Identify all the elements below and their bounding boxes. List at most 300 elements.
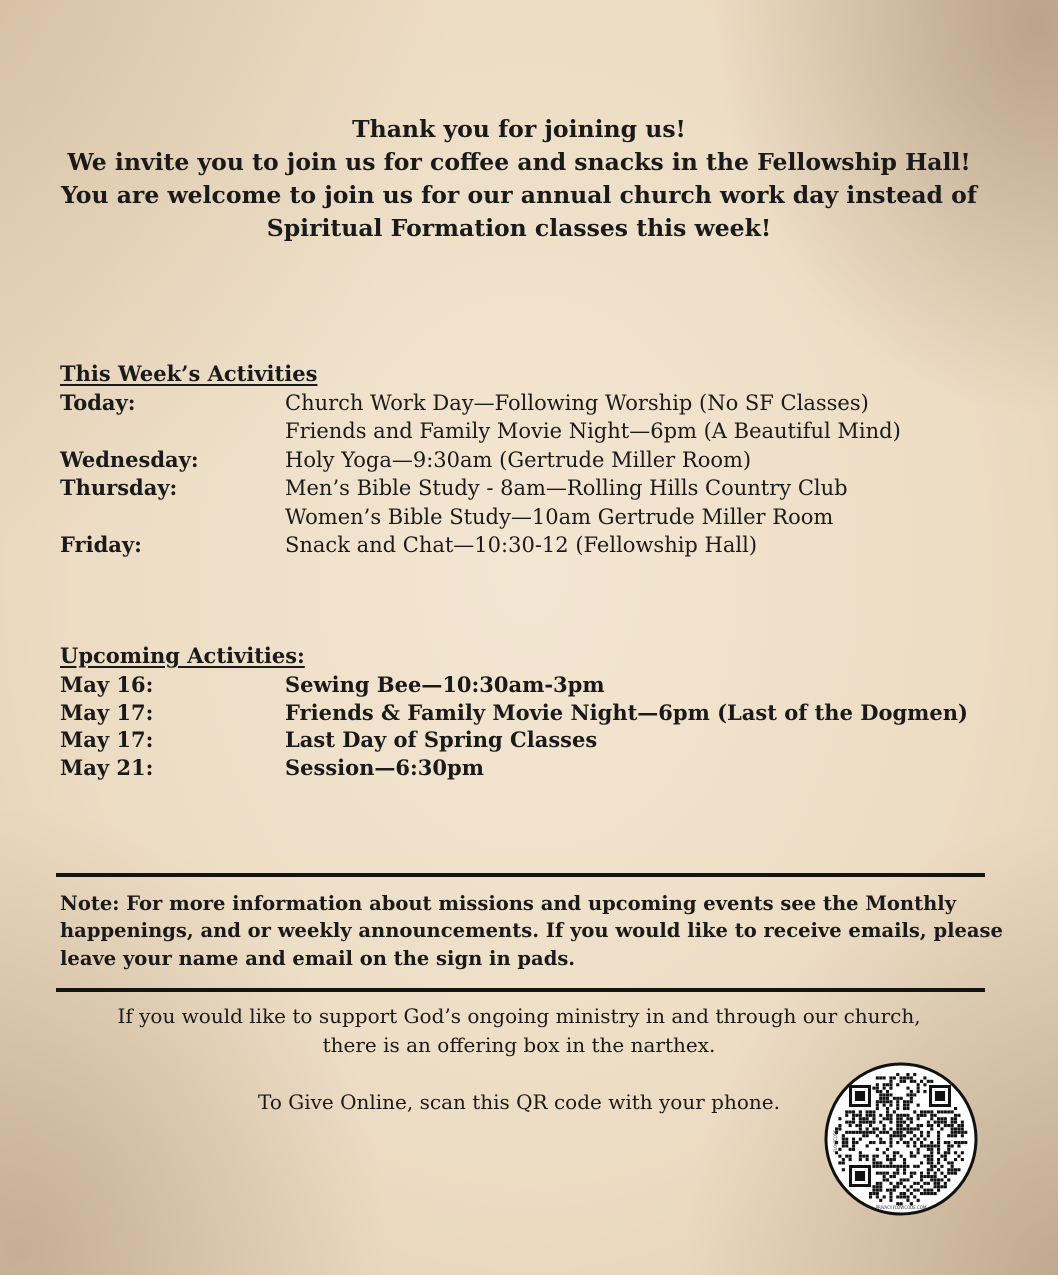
qr-module — [862, 1117, 865, 1120]
qr-module — [869, 1195, 872, 1198]
qr-module — [889, 1127, 892, 1130]
qr-module — [896, 1185, 899, 1188]
qr-module — [872, 1087, 875, 1090]
support-message — [60, 1002, 978, 1060]
qr-module — [859, 1155, 862, 1158]
qr-module — [852, 1138, 855, 1141]
qr-module — [886, 1110, 889, 1113]
qr-module — [872, 1121, 875, 1124]
qr-module — [957, 1144, 960, 1147]
qr-module — [954, 1134, 957, 1137]
upcoming-row — [60, 699, 968, 727]
upcoming-description: Last Day of Spring Classes — [285, 727, 598, 753]
qr-module — [893, 1097, 896, 1100]
qr-module — [927, 1158, 930, 1161]
qr-module — [927, 1161, 930, 1164]
qr-module — [896, 1073, 899, 1076]
qr-module — [886, 1178, 889, 1181]
qr-module — [913, 1127, 916, 1130]
qr-module — [954, 1107, 957, 1110]
qr-module — [876, 1090, 879, 1093]
qr-module — [961, 1121, 964, 1124]
qr-module — [927, 1168, 930, 1171]
qr-module — [883, 1178, 886, 1181]
qr-module — [940, 1117, 943, 1120]
qr-module — [862, 1131, 865, 1134]
qr-module — [917, 1104, 920, 1107]
qr-module — [866, 1110, 869, 1113]
qr-module — [923, 1076, 926, 1079]
qr-module — [930, 1168, 933, 1171]
activity-description: Women’s Bible Study—10am Gertrude Miller Room — [285, 504, 834, 529]
qr-module — [893, 1189, 896, 1192]
qr-module — [913, 1155, 916, 1158]
qr-module — [900, 1178, 903, 1181]
qr-module — [913, 1141, 916, 1144]
qr-module — [930, 1127, 933, 1130]
qr-module — [876, 1185, 879, 1188]
qr-module — [944, 1185, 947, 1188]
qr-module — [883, 1076, 886, 1079]
qr-module — [883, 1175, 886, 1178]
qr-module — [900, 1138, 903, 1141]
qr-finder-top-right — [929, 1085, 951, 1107]
qr-module — [937, 1134, 940, 1137]
qr-module — [910, 1090, 913, 1093]
upcoming-date: May 16: — [60, 672, 154, 697]
qr-module — [876, 1107, 879, 1110]
qr-module — [961, 1124, 964, 1127]
qr-module — [913, 1073, 916, 1076]
qr-module — [896, 1117, 899, 1120]
qr-module — [876, 1134, 879, 1137]
qr-module — [947, 1172, 950, 1175]
qr-module — [951, 1127, 954, 1130]
qr-module — [896, 1107, 899, 1110]
qr-module — [866, 1144, 869, 1147]
qr-module — [920, 1110, 923, 1113]
upcoming-row — [60, 726, 960, 754]
qr-module — [906, 1073, 909, 1076]
qr-module — [937, 1189, 940, 1192]
qr-module — [906, 1127, 909, 1130]
activity-row — [60, 417, 960, 445]
qr-module — [947, 1148, 950, 1151]
qr-module — [859, 1110, 862, 1113]
qr-module — [889, 1175, 892, 1178]
upcoming-description: Session—6:30pm — [285, 754, 484, 780]
qr-module — [883, 1172, 886, 1175]
qr-module — [947, 1141, 950, 1144]
qr-module — [879, 1121, 882, 1124]
qr-module — [889, 1141, 892, 1144]
note-line-2: happenings, and or weekly announcements. If you would like to receive emails, please — [60, 919, 1003, 943]
qr-module — [879, 1189, 882, 1192]
qr-module — [944, 1155, 947, 1158]
qr-module — [889, 1121, 892, 1124]
support-line-1: If you would like to support God’s ongoing ministry in and through our church, — [117, 1004, 921, 1028]
qr-module — [923, 1114, 926, 1117]
qr-module — [876, 1192, 879, 1195]
qr-module — [886, 1155, 889, 1158]
qr-module — [951, 1134, 954, 1137]
qr-module — [879, 1090, 882, 1093]
divider-top — [56, 873, 985, 877]
qr-module — [937, 1148, 940, 1151]
qr-module — [910, 1076, 913, 1079]
qr-module — [896, 1097, 899, 1100]
give-online-text: To Give Online, scan this QR code with your phone. — [258, 1090, 780, 1114]
qr-module — [859, 1127, 862, 1130]
qr-module — [876, 1127, 879, 1130]
qr-module — [957, 1124, 960, 1127]
activity-row — [60, 474, 960, 502]
qr-module — [940, 1127, 943, 1130]
qr-module — [937, 1168, 940, 1171]
qr-module — [893, 1076, 896, 1079]
welcome-line-3: You are welcome to join us for our annual church work day instead of — [61, 181, 977, 209]
qr-module — [947, 1134, 950, 1137]
qr-module — [906, 1117, 909, 1120]
qr-module — [937, 1131, 940, 1134]
qr-module — [930, 1151, 933, 1154]
qr-module — [903, 1121, 906, 1124]
qr-module — [944, 1110, 947, 1113]
qr-module — [923, 1192, 926, 1195]
qr-module — [866, 1131, 869, 1134]
qr-module — [889, 1100, 892, 1103]
qr-module — [940, 1185, 943, 1188]
qr-module — [886, 1131, 889, 1134]
qr-module — [934, 1165, 937, 1168]
qr-module — [893, 1165, 896, 1168]
qr-module — [900, 1155, 903, 1158]
qr-module — [947, 1168, 950, 1171]
qr-module — [852, 1141, 855, 1144]
qr-module — [886, 1097, 889, 1100]
qr-module — [842, 1138, 845, 1141]
qr-module — [869, 1141, 872, 1144]
qr-module — [923, 1144, 926, 1147]
qr-module — [900, 1117, 903, 1120]
qr-module — [852, 1117, 855, 1120]
qr-module — [906, 1178, 909, 1181]
qr-module — [876, 1100, 879, 1103]
qr-module — [883, 1141, 886, 1144]
activity-day: Today: — [60, 390, 136, 415]
qr-module — [937, 1185, 940, 1188]
qr-module — [862, 1155, 865, 1158]
qr-module — [896, 1124, 899, 1127]
qr-module — [944, 1151, 947, 1154]
qr-module — [872, 1165, 875, 1168]
qr-module — [845, 1131, 848, 1134]
qr-module — [872, 1161, 875, 1164]
qr-module — [900, 1114, 903, 1117]
qr-code-icon[interactable] — [823, 1061, 979, 1217]
qr-module — [859, 1124, 862, 1127]
qr-module — [903, 1127, 906, 1130]
qr-module — [930, 1148, 933, 1151]
qr-module — [855, 1141, 858, 1144]
qr-module — [927, 1155, 930, 1158]
qr-module — [937, 1138, 940, 1141]
qr-module — [910, 1192, 913, 1195]
qr-module — [893, 1134, 896, 1137]
qr-module — [842, 1134, 845, 1137]
qr-module — [903, 1107, 906, 1110]
qr-module — [866, 1127, 869, 1130]
qr-module — [927, 1144, 930, 1147]
qr-module — [903, 1158, 906, 1161]
qr-module — [961, 1127, 964, 1130]
qr-module — [889, 1093, 892, 1096]
qr-module — [872, 1127, 875, 1130]
qr-module — [920, 1175, 923, 1178]
qr-module — [859, 1138, 862, 1141]
qr-module — [893, 1172, 896, 1175]
qr-module — [937, 1117, 940, 1120]
qr-module — [872, 1189, 875, 1192]
qr-module — [866, 1117, 869, 1120]
qr-module — [906, 1165, 909, 1168]
qr-module — [876, 1155, 879, 1158]
qr-module — [910, 1175, 913, 1178]
qr-module — [903, 1192, 906, 1195]
qr-module — [872, 1110, 875, 1113]
qr-module — [852, 1110, 855, 1113]
qr-module — [889, 1114, 892, 1117]
qr-module — [920, 1161, 923, 1164]
qr-module — [886, 1114, 889, 1117]
qr-module — [961, 1158, 964, 1161]
qr-module — [903, 1161, 906, 1164]
qr-module — [906, 1093, 909, 1096]
qr-module — [944, 1121, 947, 1124]
qr-module — [900, 1195, 903, 1198]
qr-module — [917, 1182, 920, 1185]
qr-module — [934, 1182, 937, 1185]
qr-module — [917, 1114, 920, 1117]
qr-module — [889, 1087, 892, 1090]
qr-module — [900, 1131, 903, 1134]
qr-module — [961, 1131, 964, 1134]
activity-description: Snack and Chat—10:30-12 (Fellowship Hall) — [285, 532, 758, 557]
qr-module — [917, 1138, 920, 1141]
qr-module — [879, 1182, 882, 1185]
qr-module — [876, 1087, 879, 1090]
qr-module — [937, 1151, 940, 1154]
qr-module — [900, 1097, 903, 1100]
qr-module — [872, 1117, 875, 1120]
qr-module — [842, 1161, 845, 1164]
qr-module — [951, 1110, 954, 1113]
qr-module — [883, 1104, 886, 1107]
qr-module — [842, 1158, 845, 1161]
note-line-1: Note: For more information about missions and upcoming events see the Monthly — [60, 892, 957, 915]
qr-module — [872, 1141, 875, 1144]
qr-module — [920, 1124, 923, 1127]
qr-module — [879, 1093, 882, 1096]
qr-module — [838, 1161, 841, 1164]
qr-module — [893, 1175, 896, 1178]
qr-module — [920, 1131, 923, 1134]
qr-module — [910, 1127, 913, 1130]
qr-module — [917, 1165, 920, 1168]
qr-module — [869, 1131, 872, 1134]
qr-module — [913, 1144, 916, 1147]
qr-module — [961, 1141, 964, 1144]
qr-module — [947, 1151, 950, 1154]
qr-module — [906, 1141, 909, 1144]
qr-module — [852, 1114, 855, 1117]
qr-module — [927, 1131, 930, 1134]
qr-module — [940, 1165, 943, 1168]
qr-module — [889, 1182, 892, 1185]
qr-module — [845, 1138, 848, 1141]
qr-module — [906, 1124, 909, 1127]
qr-module — [896, 1182, 899, 1185]
qr-module — [913, 1195, 916, 1198]
qr-module — [920, 1185, 923, 1188]
qr-module — [944, 1141, 947, 1144]
qr-module — [876, 1161, 879, 1164]
qr-module — [940, 1110, 943, 1113]
activity-row — [60, 503, 960, 531]
qr-module — [951, 1124, 954, 1127]
qr-module — [876, 1148, 879, 1151]
qr-module — [917, 1199, 920, 1202]
qr-module — [845, 1141, 848, 1144]
qr-module — [927, 1182, 930, 1185]
qr-module — [927, 1172, 930, 1175]
qr-module — [954, 1141, 957, 1144]
qr-module — [845, 1114, 848, 1117]
qr-module — [923, 1090, 926, 1093]
qr-module — [930, 1178, 933, 1181]
qr-module — [944, 1158, 947, 1161]
qr-module — [876, 1189, 879, 1192]
qr-module — [951, 1168, 954, 1171]
qr-module — [883, 1083, 886, 1086]
qr-module — [927, 1110, 930, 1113]
qr-module — [910, 1121, 913, 1124]
qr-module — [879, 1114, 882, 1117]
qr-module — [951, 1117, 954, 1120]
qr-module — [866, 1158, 869, 1161]
qr-module — [954, 1117, 957, 1120]
qr-module — [896, 1127, 899, 1130]
qr-module — [842, 1141, 845, 1144]
activity-row — [60, 389, 960, 417]
qr-module — [910, 1080, 913, 1083]
qr-module — [893, 1155, 896, 1158]
qr-module — [930, 1124, 933, 1127]
qr-module — [900, 1124, 903, 1127]
qr-module — [930, 1175, 933, 1178]
qr-module — [954, 1131, 957, 1134]
qr-module — [896, 1195, 899, 1198]
qr-module — [845, 1121, 848, 1124]
qr-module — [957, 1155, 960, 1158]
qr-module — [920, 1134, 923, 1137]
qr-module — [927, 1192, 930, 1195]
activity-description: Friends and Family Movie Night—6pm (A Beautiful Mind) — [285, 419, 901, 444]
qr-module — [910, 1138, 913, 1141]
qr-module — [883, 1117, 886, 1120]
qr-module — [923, 1110, 926, 1113]
activity-day: Thursday: — [60, 475, 178, 501]
qr-module — [845, 1144, 848, 1147]
qr-module — [947, 1161, 950, 1164]
qr-module — [913, 1172, 916, 1175]
welcome-line-4: Spiritual Formation classes this week! — [266, 214, 772, 242]
qr-module — [923, 1182, 926, 1185]
welcome-line-2: We invite you to join us for coffee and snacks in the Fellowship Hall! — [67, 148, 971, 176]
qr-module — [879, 1076, 882, 1079]
qr-module — [934, 1121, 937, 1124]
qr-module — [930, 1117, 933, 1120]
qr-module — [893, 1110, 896, 1113]
activity-row — [60, 531, 960, 559]
qr-module — [913, 1182, 916, 1185]
qr-module — [913, 1165, 916, 1168]
qr-module — [951, 1144, 954, 1147]
qr-module — [896, 1121, 899, 1124]
qr-module — [896, 1141, 899, 1144]
qr-module — [937, 1144, 940, 1147]
qr-module — [903, 1080, 906, 1083]
qr-module — [849, 1131, 852, 1134]
qr-module — [859, 1117, 862, 1120]
qr-module — [917, 1083, 920, 1086]
qr-module — [886, 1158, 889, 1161]
qr-module — [903, 1141, 906, 1144]
qr-module — [879, 1097, 882, 1100]
qr-module — [883, 1087, 886, 1090]
qr-module — [903, 1195, 906, 1198]
qr-module — [886, 1093, 889, 1096]
qr-module — [954, 1121, 957, 1124]
qr-module — [917, 1148, 920, 1151]
qr-module — [855, 1124, 858, 1127]
qr-module — [859, 1158, 862, 1161]
qr-module — [920, 1141, 923, 1144]
qr-module — [913, 1080, 916, 1083]
qr-module — [903, 1178, 906, 1181]
qr-module — [903, 1168, 906, 1171]
qr-module — [879, 1199, 882, 1202]
qr-module — [934, 1192, 937, 1195]
qr-module — [879, 1185, 882, 1188]
qr-module — [845, 1155, 848, 1158]
qr-module — [913, 1134, 916, 1137]
qr-module — [954, 1114, 957, 1117]
qr-module — [906, 1087, 909, 1090]
qr-module — [910, 1155, 913, 1158]
welcome-message — [60, 113, 978, 245]
qr-left-caption: FLOWCODE — [833, 1129, 838, 1153]
activity-description: Holy Yoga—9:30am (Gertrude Miller Room) — [285, 447, 752, 472]
qr-module — [900, 1165, 903, 1168]
qr-module — [917, 1117, 920, 1120]
qr-module — [930, 1192, 933, 1195]
qr-module — [896, 1131, 899, 1134]
qr-module — [889, 1117, 892, 1120]
qr-module — [910, 1172, 913, 1175]
qr-module — [872, 1192, 875, 1195]
qr-module — [957, 1141, 960, 1144]
